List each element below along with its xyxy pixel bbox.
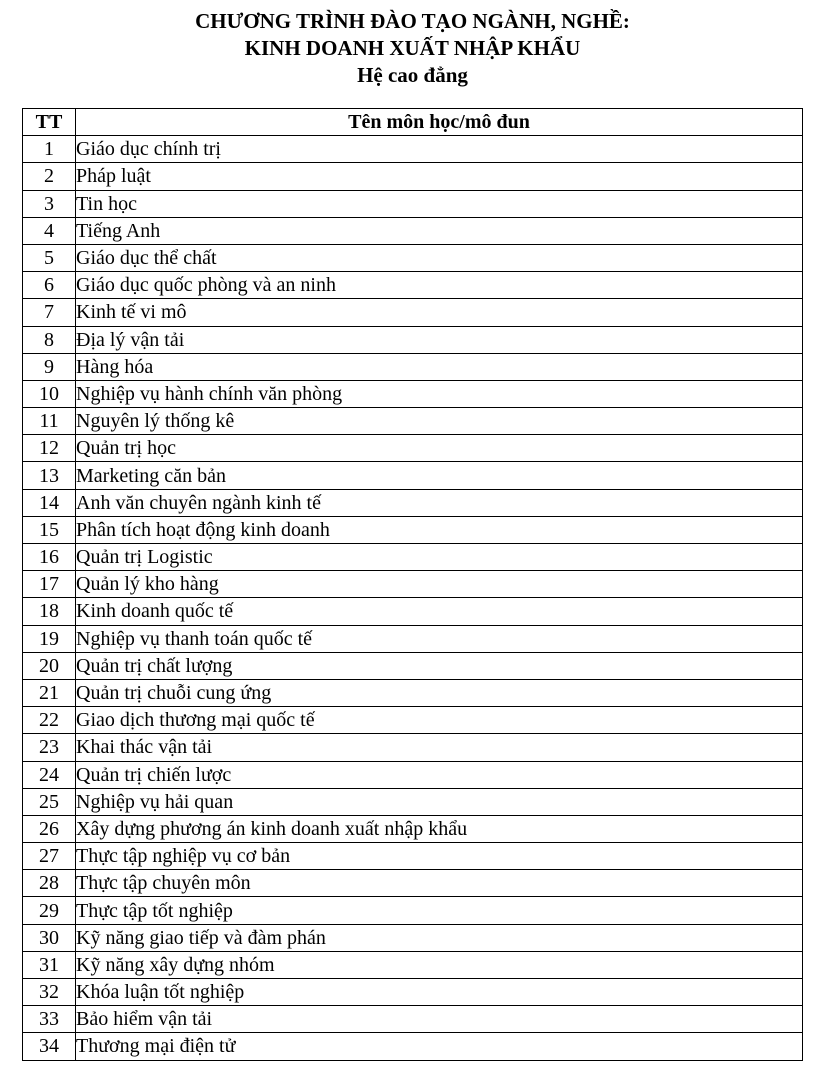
- table-row: [23, 788, 803, 815]
- title-line-2: KINH DOANH XUẤT NHẬP KHẨU: [244, 36, 581, 60]
- row-number: 34: [23, 1033, 76, 1060]
- subject-name: Giao dịch thương mại quốc tế: [76, 707, 803, 734]
- row-number: 11: [23, 408, 76, 435]
- table-header-row: [23, 109, 803, 136]
- table-row: [23, 217, 803, 244]
- row-number: 4: [23, 217, 76, 244]
- row-number: 17: [23, 571, 76, 598]
- subject-name: Thực tập chuyên môn: [76, 870, 803, 897]
- subject-name: Bảo hiểm vận tải: [76, 1006, 803, 1033]
- row-number: 20: [23, 652, 76, 679]
- subject-name: Tin học: [76, 190, 803, 217]
- subject-name: Quản lý kho hàng: [76, 571, 803, 598]
- subject-name: Địa lý vận tải: [76, 326, 803, 353]
- row-number: 22: [23, 707, 76, 734]
- subject-name: Tiếng Anh: [76, 217, 803, 244]
- row-number: 6: [23, 272, 76, 299]
- column-header-tt: TT: [23, 109, 76, 136]
- table-row: [23, 516, 803, 543]
- subject-name: Nghiệp vụ thanh toán quốc tế: [76, 625, 803, 652]
- title-line-1: CHƯƠNG TRÌNH ĐÀO TẠO NGÀNH, NGHỀ:: [195, 9, 630, 33]
- row-number: 33: [23, 1006, 76, 1033]
- row-number: 21: [23, 679, 76, 706]
- subject-name: Anh văn chuyên ngành kinh tế: [76, 489, 803, 516]
- subject-name: Thương mại điện tử: [76, 1033, 803, 1060]
- subject-name: Khóa luận tốt nghiệp: [76, 979, 803, 1006]
- subject-name: Quản trị học: [76, 435, 803, 462]
- table-row: [23, 951, 803, 978]
- table-row: [23, 544, 803, 571]
- row-number: 12: [23, 435, 76, 462]
- subject-name: Kinh doanh quốc tế: [76, 598, 803, 625]
- subject-name: Quản trị chuỗi cung ứng: [76, 679, 803, 706]
- row-number: 3: [23, 190, 76, 217]
- subject-name: Phân tích hoạt động kinh doanh: [76, 516, 803, 543]
- table-row: [23, 435, 803, 462]
- table-row: [23, 1033, 803, 1060]
- table-row: [23, 462, 803, 489]
- row-number: 24: [23, 761, 76, 788]
- table-body: [23, 136, 803, 1060]
- table-row: [23, 299, 803, 326]
- subject-name: Giáo dục chính trị: [76, 136, 803, 163]
- column-header-name: Tên môn học/mô đun: [76, 109, 803, 136]
- row-number: 16: [23, 544, 76, 571]
- subject-name: Kinh tế vi mô: [76, 299, 803, 326]
- subject-name: Hàng hóa: [76, 353, 803, 380]
- table-row: [23, 353, 803, 380]
- subject-name: Xây dựng phương án kinh doanh xuất nhập khẩu: [76, 815, 803, 842]
- table-row: [23, 625, 803, 652]
- table-row: [23, 870, 803, 897]
- row-number: 30: [23, 924, 76, 951]
- subject-name: Nghiệp vụ hải quan: [76, 788, 803, 815]
- table-row: [23, 380, 803, 407]
- row-number: 9: [23, 353, 76, 380]
- row-number: 25: [23, 788, 76, 815]
- row-number: 28: [23, 870, 76, 897]
- document-header: [0, 8, 825, 89]
- row-number: 32: [23, 979, 76, 1006]
- table-row: [23, 598, 803, 625]
- subject-name: Marketing căn bản: [76, 462, 803, 489]
- row-number: 13: [23, 462, 76, 489]
- subject-name: Quản trị Logistic: [76, 544, 803, 571]
- table-row: [23, 244, 803, 271]
- table-row: [23, 136, 803, 163]
- row-number: 2: [23, 163, 76, 190]
- row-number: 31: [23, 951, 76, 978]
- row-number: 7: [23, 299, 76, 326]
- table-row: [23, 489, 803, 516]
- table-row: [23, 924, 803, 951]
- subject-name: Thực tập nghiệp vụ cơ bản: [76, 843, 803, 870]
- row-number: 29: [23, 897, 76, 924]
- subject-name: Khai thác vận tải: [76, 734, 803, 761]
- subtitle-level: Hệ cao đẳng: [357, 63, 468, 87]
- subject-name: Kỹ năng giao tiếp và đàm phán: [76, 924, 803, 951]
- table-row: [23, 571, 803, 598]
- table-row: [23, 652, 803, 679]
- subject-name: Nguyên lý thống kê: [76, 408, 803, 435]
- subjects-table: [22, 108, 803, 1061]
- table-row: [23, 979, 803, 1006]
- row-number: 26: [23, 815, 76, 842]
- row-number: 27: [23, 843, 76, 870]
- table-row: [23, 843, 803, 870]
- row-number: 5: [23, 244, 76, 271]
- row-number: 8: [23, 326, 76, 353]
- row-number: 10: [23, 380, 76, 407]
- subject-name: Nghiệp vụ hành chính văn phòng: [76, 380, 803, 407]
- subject-name: Pháp luật: [76, 163, 803, 190]
- subject-name: Giáo dục thể chất: [76, 244, 803, 271]
- row-number: 1: [23, 136, 76, 163]
- table-row: [23, 734, 803, 761]
- row-number: 14: [23, 489, 76, 516]
- row-number: 15: [23, 516, 76, 543]
- subject-name: Giáo dục quốc phòng và an ninh: [76, 272, 803, 299]
- subject-name: Quản trị chất lượng: [76, 652, 803, 679]
- table-row: [23, 163, 803, 190]
- table-row: [23, 707, 803, 734]
- table-row: [23, 1006, 803, 1033]
- subject-name: Thực tập tốt nghiệp: [76, 897, 803, 924]
- table-row: [23, 272, 803, 299]
- table-row: [23, 408, 803, 435]
- row-number: 18: [23, 598, 76, 625]
- table-row: [23, 761, 803, 788]
- table-row: [23, 897, 803, 924]
- row-number: 23: [23, 734, 76, 761]
- row-number: 19: [23, 625, 76, 652]
- subject-name: Kỹ năng xây dựng nhóm: [76, 951, 803, 978]
- table-row: [23, 815, 803, 842]
- table-row: [23, 190, 803, 217]
- table-row: [23, 326, 803, 353]
- table-row: [23, 679, 803, 706]
- subject-name: Quản trị chiến lược: [76, 761, 803, 788]
